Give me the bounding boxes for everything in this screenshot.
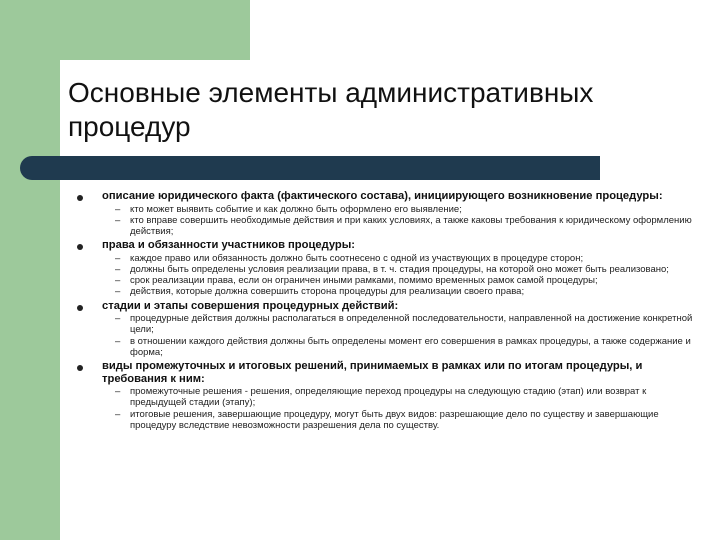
dash-icon: – <box>115 286 121 298</box>
dash-icon: – <box>115 203 121 215</box>
list-item <box>70 190 695 237</box>
list-item <box>70 300 695 358</box>
list-item-heading: виды промежуточных и итоговых решений, принимаемых в рамках или по итогам процедуры, и требования к ним: <box>102 360 643 385</box>
sub-list-item <box>70 253 695 264</box>
bullet-list <box>70 190 695 433</box>
slide-title: Основные элементы административных процедур <box>68 77 594 142</box>
dash-icon: – <box>115 313 121 325</box>
sub-list <box>70 313 695 358</box>
sub-list-item <box>70 275 695 286</box>
dash-icon: – <box>115 386 121 398</box>
sub-list-text: должны быть определены условия реализации права, в т. ч. стадия процедуры, на которой оно может быть реализовано; <box>130 264 669 275</box>
list-item <box>70 239 695 297</box>
sub-list-text: кто вправе совершить необходимые действия и при каких условиях, а также каковы требования к юридическому оформлению действия; <box>130 214 692 237</box>
dash-icon: – <box>115 214 121 226</box>
sub-list <box>70 386 695 431</box>
sub-list-text: процедурные действия должны располагаться в определенной последовательности, направленной на достижение конкретной цели; <box>130 313 693 336</box>
sub-list-text: в отношении каждого действия должны быть определены момент его совершения в рамках процедуры, а также содержание и форма; <box>130 335 691 358</box>
sub-list-item <box>70 313 695 335</box>
bullet-icon <box>77 244 83 250</box>
list-item-heading: стадии и этапы совершения процедурных действий: <box>102 299 399 312</box>
sub-list-item <box>70 409 695 431</box>
dash-icon: – <box>115 408 121 420</box>
dash-icon: – <box>115 335 121 347</box>
sub-list <box>70 204 695 238</box>
sub-list-text: кто может выявить событие и как должно быть оформлено его выявление; <box>130 203 462 215</box>
list-item <box>70 360 695 431</box>
sub-list-text: каждое право или обязанность должно быть соотнесено с одной из участвующих в процедуре сторон; <box>130 252 584 264</box>
title-underline-bar <box>20 156 600 180</box>
dash-icon: – <box>115 275 121 287</box>
sub-list-item <box>70 336 695 358</box>
sub-list-text: срок реализации права, если он ограничен иными рамками, помимо временных рамок самой процедуры; <box>130 275 598 287</box>
sub-list-text: итоговые решения, завершающие процедуру, могут быть двух видов: разрешающие дело по существу и завершающие процедуру вследствие невозможности разрешения дела по существу. <box>130 408 659 431</box>
sub-list-text: действия, которые должна совершить сторона процедуры для реализации своего права; <box>130 286 525 298</box>
dash-icon: – <box>115 252 121 264</box>
sub-list-item <box>70 204 695 215</box>
list-item-heading: права и обязанности участников процедуры: <box>102 239 356 252</box>
sub-list-item <box>70 286 695 297</box>
sub-list-text: промежуточные решения - решения, определяющие переход процедуры на следующую стадию (этап) или возврат к предыдущей стадии (этапу); <box>130 386 647 409</box>
bullet-icon <box>77 365 83 371</box>
bullet-icon <box>77 305 83 311</box>
dash-icon: – <box>115 264 121 275</box>
list-item-heading: описание юридического факта (фактического состава), инициирующего возникновение процедуры: <box>102 190 663 202</box>
sub-list-item <box>70 386 695 408</box>
bullet-icon <box>77 195 83 201</box>
sub-list-item <box>70 264 695 275</box>
sub-list <box>70 253 695 298</box>
sub-list-item <box>70 215 695 237</box>
